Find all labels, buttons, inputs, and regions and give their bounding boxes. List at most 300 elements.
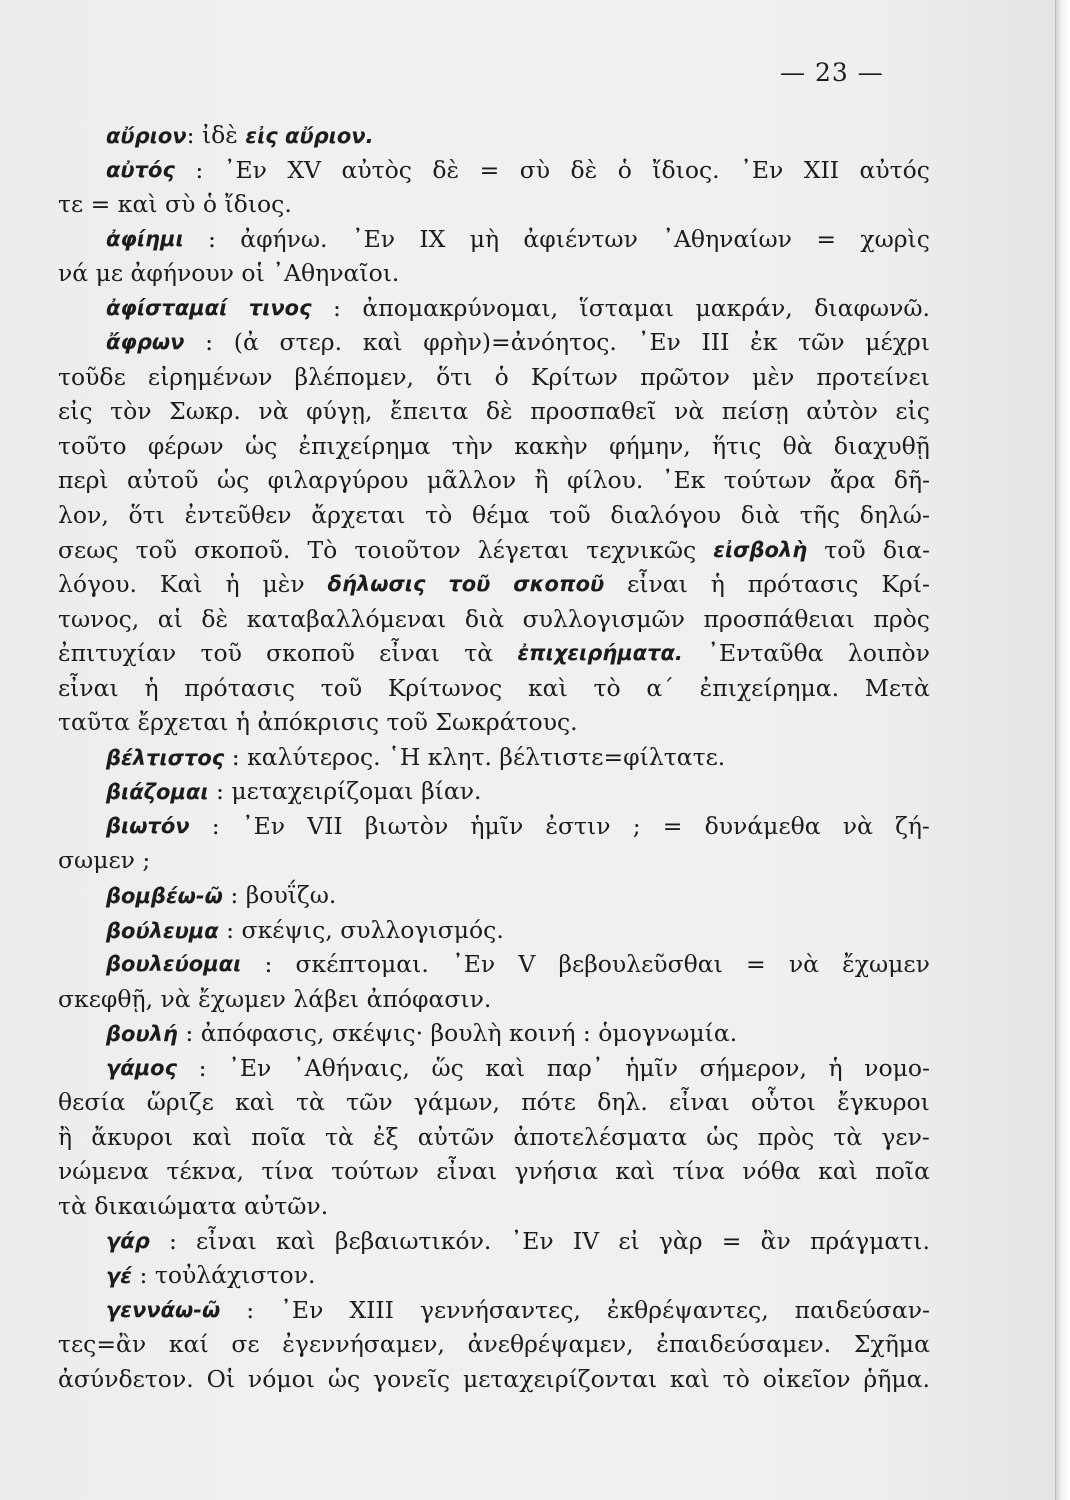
word: κακὴν xyxy=(514,431,588,460)
text-line xyxy=(58,463,930,498)
word: Οἱ xyxy=(206,1364,236,1393)
word: ποῖα xyxy=(875,1157,930,1186)
word: τίνα xyxy=(261,1157,314,1186)
word: ζή- xyxy=(895,811,930,840)
word: εἰ xyxy=(618,1226,640,1255)
headword: δήλωσις xyxy=(327,572,426,597)
word: λέγεται xyxy=(477,535,570,564)
definition-text: ταῦτα ἔρχεται ἡ ἀπόκρισις τοῦ Σωκράτους. xyxy=(58,708,578,737)
word: καταβαλλόμεναι xyxy=(246,604,447,633)
word: εἶναι xyxy=(196,1226,257,1255)
word: μεταχειρίζονται xyxy=(462,1364,658,1393)
text-line xyxy=(58,774,930,809)
word: τοῦ xyxy=(549,501,591,530)
word: ἥτις xyxy=(711,431,762,460)
word: συλλογισμῶν xyxy=(522,604,685,633)
text-line xyxy=(58,394,930,429)
text-line xyxy=(58,1258,930,1293)
word: καί xyxy=(168,1330,209,1359)
text-line xyxy=(58,1016,930,1051)
word: VII xyxy=(307,811,343,840)
word: παρ᾿ xyxy=(546,1053,604,1082)
word: Κρίτωνος xyxy=(387,673,503,702)
text-line xyxy=(58,947,930,982)
word: μακράν, xyxy=(695,293,793,322)
word: Καὶ xyxy=(159,570,203,599)
text-line xyxy=(58,118,930,153)
word: καὶ xyxy=(615,1157,656,1186)
word: ὁ xyxy=(617,155,632,184)
word: αἱ xyxy=(157,604,183,633)
headword: γέ xyxy=(106,1264,132,1289)
word: τῆς xyxy=(799,501,840,530)
definition-text: σκεφθῇ, νὰ ἔχωμεν λάβει ἀπόφασιν. xyxy=(58,984,492,1013)
word: ᾿Αθήναις, xyxy=(292,1053,410,1082)
word: καὶ xyxy=(818,1157,858,1186)
word: ἡμῖν xyxy=(625,1053,679,1082)
word: πρὸς xyxy=(757,1122,815,1151)
text-line xyxy=(58,498,930,533)
word: τίνα xyxy=(672,1157,725,1186)
word: ἀφήνω. xyxy=(240,224,328,253)
text-line xyxy=(58,360,930,395)
word: νόμοι xyxy=(247,1364,315,1393)
word: τὰ xyxy=(325,1122,354,1151)
definition-text: : τοὐλάχιστον. xyxy=(132,1261,316,1290)
word: : xyxy=(205,328,214,357)
word: ἡ xyxy=(828,1053,843,1082)
headword: βουλεύομαι xyxy=(106,952,242,977)
text-line xyxy=(58,187,930,222)
word: σὺ xyxy=(519,155,551,184)
word: διαχυθῇ xyxy=(833,431,930,460)
word: α΄ xyxy=(646,673,674,702)
text-line xyxy=(58,429,930,464)
word: ᾿Ενταῦθα xyxy=(707,639,824,668)
word: δὲ xyxy=(201,604,229,633)
word: XIII xyxy=(349,1295,394,1324)
word: αὐτοῦ xyxy=(127,466,199,495)
headword: σκοποῦ xyxy=(513,572,605,597)
word: ἐξ xyxy=(373,1122,399,1151)
word: τοῦ xyxy=(824,535,866,564)
word: παιδεύσαν- xyxy=(794,1295,930,1324)
word: ἵσταμαι xyxy=(579,293,674,322)
word: ἢ xyxy=(58,1122,73,1151)
word: λον, xyxy=(58,501,109,530)
word: = xyxy=(721,1226,742,1255)
word: δυνάμεθα xyxy=(704,811,821,840)
word: τούτων xyxy=(723,466,812,495)
word: πότε xyxy=(521,1088,576,1117)
word: ἡ xyxy=(710,570,725,599)
word: μᾶλλον xyxy=(426,466,517,495)
word: = xyxy=(746,950,766,979)
word: βλέπομεν, xyxy=(294,362,414,391)
word: : xyxy=(168,1226,177,1255)
word: φύγῃ, xyxy=(306,397,373,426)
word: XV xyxy=(287,155,322,184)
word: καὶ xyxy=(235,1088,275,1117)
word: φήμην, xyxy=(609,431,691,460)
headword: βέλτιστος xyxy=(106,745,225,770)
word: ᾿Εν xyxy=(241,811,286,840)
word: αὐτὸν xyxy=(806,397,878,426)
word: ἡμῖν xyxy=(470,811,524,840)
text-line xyxy=(58,1085,930,1120)
word: ᾿Εν xyxy=(451,950,496,979)
page-edge xyxy=(1055,0,1070,1500)
word: θεσία xyxy=(58,1088,126,1117)
word: δὲ xyxy=(570,155,598,184)
word: ὡς xyxy=(216,466,250,495)
headword: ἀφίημι xyxy=(106,226,184,251)
text-line xyxy=(58,843,930,878)
definition-text: : ἀπόφασις, σκέψις· βουλὴ κοινή : ὁμογνωμία. xyxy=(177,1019,738,1048)
word: σκέπτομαι. xyxy=(295,950,429,979)
word: γνήσια xyxy=(514,1157,599,1186)
word: χωρὶς xyxy=(860,224,930,253)
word: βιωτὸν xyxy=(364,811,449,840)
word: XII xyxy=(803,155,840,184)
word: αὐτῶν xyxy=(417,1122,495,1151)
word: Τὸ xyxy=(307,535,338,564)
word: ἴδιος. xyxy=(652,155,720,184)
headword: τινος xyxy=(248,295,312,320)
word: αὐτός xyxy=(859,155,930,184)
word: εἰρημένων xyxy=(147,362,273,391)
word: ἐπιχείρημα. xyxy=(699,673,840,702)
word: διαλόγου xyxy=(610,501,722,530)
definition-text: : μεταχειρίζομαι βίαν. xyxy=(208,777,482,806)
headword: γεννάω-ῶ xyxy=(106,1297,221,1322)
word: ἀποτελέσματα xyxy=(513,1122,688,1151)
word: ἐπαιδεύσαμεν. xyxy=(656,1330,832,1359)
definition-text: : ἰδὲ xyxy=(186,121,246,149)
word: τοῦτο xyxy=(58,431,127,460)
text-line xyxy=(58,1189,930,1224)
text-line xyxy=(58,913,930,948)
word: εἰς xyxy=(895,397,930,426)
word: καὶ xyxy=(275,1226,316,1255)
headword: βουλή xyxy=(106,1022,178,1047)
word: εἶναι xyxy=(627,570,688,599)
word: τὸ xyxy=(425,501,453,530)
headword: γάρ xyxy=(106,1228,150,1253)
word: φρὴν)=ἀνόητος. xyxy=(423,328,617,357)
word: τὰ xyxy=(296,1088,325,1117)
glossary-text xyxy=(58,118,930,1396)
text-line xyxy=(58,602,930,637)
text-line xyxy=(58,1293,930,1328)
text-line xyxy=(58,809,930,844)
text-line xyxy=(58,1327,930,1362)
word: ᾿Εν xyxy=(280,1295,324,1324)
word: ἢ xyxy=(534,466,549,495)
word: ἐστιν xyxy=(545,811,611,840)
word: ἂν xyxy=(760,1226,791,1255)
word: ποῖα xyxy=(251,1122,306,1151)
text-line xyxy=(58,256,930,291)
word: φίλου. xyxy=(566,466,644,495)
word: ἔπειτα xyxy=(390,397,469,426)
word: ἀσύνδετον. xyxy=(58,1364,194,1393)
word: γὰρ xyxy=(658,1226,703,1255)
word: : xyxy=(198,1053,207,1082)
headword: βιάζομαι xyxy=(106,780,209,805)
text-line xyxy=(58,325,930,360)
word: λοιπὸν xyxy=(847,639,930,668)
word: ; xyxy=(632,811,641,840)
word: καὶ xyxy=(670,1364,710,1393)
word: τοῦδε xyxy=(58,362,126,391)
word: τοιοῦτον xyxy=(354,535,461,564)
word: φιλαργύρου xyxy=(267,466,409,495)
word: ἄρχεται xyxy=(311,501,406,530)
word: III xyxy=(701,328,730,357)
word: δηλώ- xyxy=(859,501,930,530)
text-line xyxy=(58,291,930,326)
text-line xyxy=(58,636,930,671)
word: τῶν xyxy=(346,1088,393,1117)
word: : xyxy=(333,293,341,322)
word: διὰ xyxy=(740,501,781,530)
word: Σχῆμα xyxy=(853,1330,930,1359)
text-line xyxy=(58,533,930,568)
headword: βιωτόν xyxy=(106,813,190,838)
headword: ἐπιχειρήματα. xyxy=(517,641,683,666)
word: τὰ xyxy=(833,1122,863,1151)
word: ᾿Αθηναίων xyxy=(662,224,792,253)
word: IV xyxy=(572,1226,600,1255)
word: ᾿Εκ xyxy=(661,466,706,495)
word: ἄρα xyxy=(829,466,876,495)
word: ἡ xyxy=(144,673,159,702)
word: βεβουλεῦσθαι xyxy=(558,950,723,979)
word: δὲ xyxy=(432,155,460,184)
word: ὅτι xyxy=(128,501,165,530)
word: μέχρι xyxy=(865,328,930,357)
word: εἶναι xyxy=(58,673,119,702)
word: IX xyxy=(419,224,446,253)
word: τοῦ xyxy=(320,673,363,702)
word: ἔχωμεν xyxy=(842,950,930,979)
word: σεως xyxy=(58,535,119,564)
word: τεχνικῶς xyxy=(586,535,697,564)
word: = xyxy=(816,224,837,253)
word: τὸ xyxy=(593,673,621,702)
word: Κρί- xyxy=(881,570,930,599)
headword: βούλευμα xyxy=(106,918,219,943)
word: μὲν xyxy=(752,362,795,391)
word: ἔγκυροι xyxy=(837,1088,930,1117)
word: τὸν xyxy=(110,397,152,426)
word: ὡς xyxy=(327,1364,361,1393)
word: προσπάθειαι xyxy=(703,604,855,633)
word: ἐγεννήσαμεν, xyxy=(282,1330,445,1359)
word: ὥριζε xyxy=(146,1088,214,1117)
headword: ἀφίσταμαί xyxy=(106,295,228,320)
word: ἐκθρέψαντες, xyxy=(606,1295,769,1324)
word: φέρων xyxy=(147,431,224,460)
word: οὗτοι xyxy=(751,1088,816,1117)
word: : xyxy=(207,224,216,253)
headword: εἰς αὔριον. xyxy=(245,124,374,148)
word: ἐντεῦθεν xyxy=(184,501,292,530)
word: εἶναι xyxy=(669,1088,730,1117)
headword: γάμος xyxy=(106,1055,178,1080)
word: ὁ xyxy=(494,362,509,391)
word: δια- xyxy=(882,535,930,564)
word: ἐπιχείρημα xyxy=(298,431,431,460)
text-line xyxy=(58,1120,930,1155)
word: = xyxy=(662,811,683,840)
word: βεβαιωτικόν. xyxy=(334,1226,492,1255)
word: ῥῆμα. xyxy=(863,1364,930,1393)
headword: αὔριον xyxy=(106,124,187,148)
text-line xyxy=(58,982,930,1017)
word: νὰ xyxy=(258,397,289,426)
word: ὅτι xyxy=(436,362,473,391)
word: ἀπομακρύνομαι, xyxy=(362,293,559,322)
word: στερ. xyxy=(279,328,343,357)
word: Μετὰ xyxy=(864,673,930,702)
word: θὰ xyxy=(782,431,813,460)
word: περὶ xyxy=(58,466,109,495)
word: διαφωνῶ. xyxy=(814,293,930,322)
word: εἰς xyxy=(58,397,93,426)
definition-text: : σκέψις, συλλογισμός. xyxy=(218,915,504,944)
word: ἡ xyxy=(225,570,240,599)
word: πρότασις xyxy=(747,570,859,599)
word: νομο- xyxy=(864,1053,930,1082)
text-line xyxy=(58,567,930,602)
word: μὴ xyxy=(469,224,500,253)
word: καὶ xyxy=(485,1053,526,1082)
word: ᾿Εν xyxy=(228,1053,272,1082)
word: δηλ. xyxy=(597,1088,648,1117)
word: τὸ xyxy=(722,1364,750,1393)
word: μὲν xyxy=(262,570,305,599)
word: : xyxy=(211,811,220,840)
word: ἀνεθρέψαμεν, xyxy=(467,1330,634,1359)
word: σκοποῦ xyxy=(266,639,355,668)
headword: ἄφρων xyxy=(106,330,185,355)
headword: βομβέω-ῶ xyxy=(106,884,223,909)
word: τωνος, xyxy=(58,604,140,633)
word: Σωκρ. xyxy=(169,397,241,426)
word: πείσῃ xyxy=(721,397,789,426)
word: νώμενα xyxy=(58,1157,150,1186)
definition-text: : καλύτερος. ῾Η κλητ. βέλτιστε=φίλτατε. xyxy=(224,742,726,771)
word: τῶν xyxy=(798,328,845,357)
word: τούτων xyxy=(331,1157,419,1186)
word: διὰ xyxy=(464,604,505,633)
text-line xyxy=(58,705,930,740)
word: πρότασις xyxy=(184,673,295,702)
text-line xyxy=(58,1154,930,1189)
word: V xyxy=(518,950,536,979)
word: τέκνα, xyxy=(166,1157,244,1186)
definition-text: : βουΐζω. xyxy=(222,881,337,910)
word: νὰ xyxy=(674,397,705,426)
word: γάμων, xyxy=(413,1088,500,1117)
word: λόγου. xyxy=(58,570,137,599)
text-line xyxy=(58,878,930,913)
word: τὰ xyxy=(464,639,494,668)
word: ᾿Εν xyxy=(510,1226,554,1255)
word: γονεῖς xyxy=(373,1364,451,1393)
word: : xyxy=(264,950,273,979)
page-number: — 23 — xyxy=(780,58,884,87)
word: : xyxy=(246,1295,255,1324)
word: νὰ xyxy=(842,811,873,840)
word: ᾿Εν xyxy=(223,155,267,184)
word: ᾿Εν xyxy=(351,224,396,253)
definition-text: τὰ δικαιώματα αὐτῶν. xyxy=(58,1191,329,1220)
word: πρὸς xyxy=(873,604,930,633)
definition-text: τε = καὶ σὺ ὁ ἴδιος. xyxy=(58,190,292,219)
word: εἶναι xyxy=(436,1157,498,1186)
text-line xyxy=(58,1362,930,1397)
word: τοῦ xyxy=(135,535,178,564)
text-line xyxy=(58,153,930,188)
word: πρῶτον xyxy=(640,362,730,391)
text-line xyxy=(58,671,930,706)
word: ᾿Εν xyxy=(637,328,681,357)
word: τὴν xyxy=(451,431,494,460)
word: σε xyxy=(231,1330,260,1359)
word: ἐκ xyxy=(750,328,778,357)
word: σήμερον, xyxy=(699,1053,807,1082)
word: νόθα xyxy=(742,1157,801,1186)
word: γεννήσαντες, xyxy=(419,1295,581,1324)
text-line xyxy=(58,1051,930,1086)
word: ἀφιέντων xyxy=(523,224,638,253)
word: εἶναι xyxy=(379,639,440,668)
word: καὶ xyxy=(527,673,568,702)
word: γεν- xyxy=(881,1122,930,1151)
word: ἄκυροι xyxy=(91,1122,174,1151)
definition-text: νά με ἀφήνουν οἱ ᾿Αθηναῖοι. xyxy=(58,259,400,288)
word: ὥς xyxy=(431,1053,464,1082)
word: πράγματι. xyxy=(809,1226,930,1255)
word: Κρίτων xyxy=(530,362,618,391)
word: καὶ xyxy=(192,1122,233,1151)
word: τοῦ xyxy=(200,639,242,668)
word: (ἀ xyxy=(233,328,259,357)
word: ἐπιτυχίαν xyxy=(58,639,177,668)
headword: τοῦ xyxy=(448,572,491,597)
word: σκοποῦ. xyxy=(194,535,291,564)
word: δὲ xyxy=(485,397,513,426)
text-line xyxy=(58,222,930,257)
text-line xyxy=(58,1224,930,1259)
word: ὡς xyxy=(706,1122,739,1151)
word: καὶ xyxy=(362,328,403,357)
text-line xyxy=(58,740,930,775)
word: αὐτὸς xyxy=(341,155,412,184)
word: προτείνει xyxy=(816,362,930,391)
definition-text: σωμεν ; xyxy=(58,846,151,875)
word: ὡς xyxy=(244,431,278,460)
word: προσπαθεῖ xyxy=(530,397,657,426)
word: δῆ- xyxy=(893,466,930,495)
word: : xyxy=(195,155,204,184)
word: = xyxy=(479,155,500,184)
word: θέμα xyxy=(472,501,530,530)
word: νὰ xyxy=(788,950,819,979)
